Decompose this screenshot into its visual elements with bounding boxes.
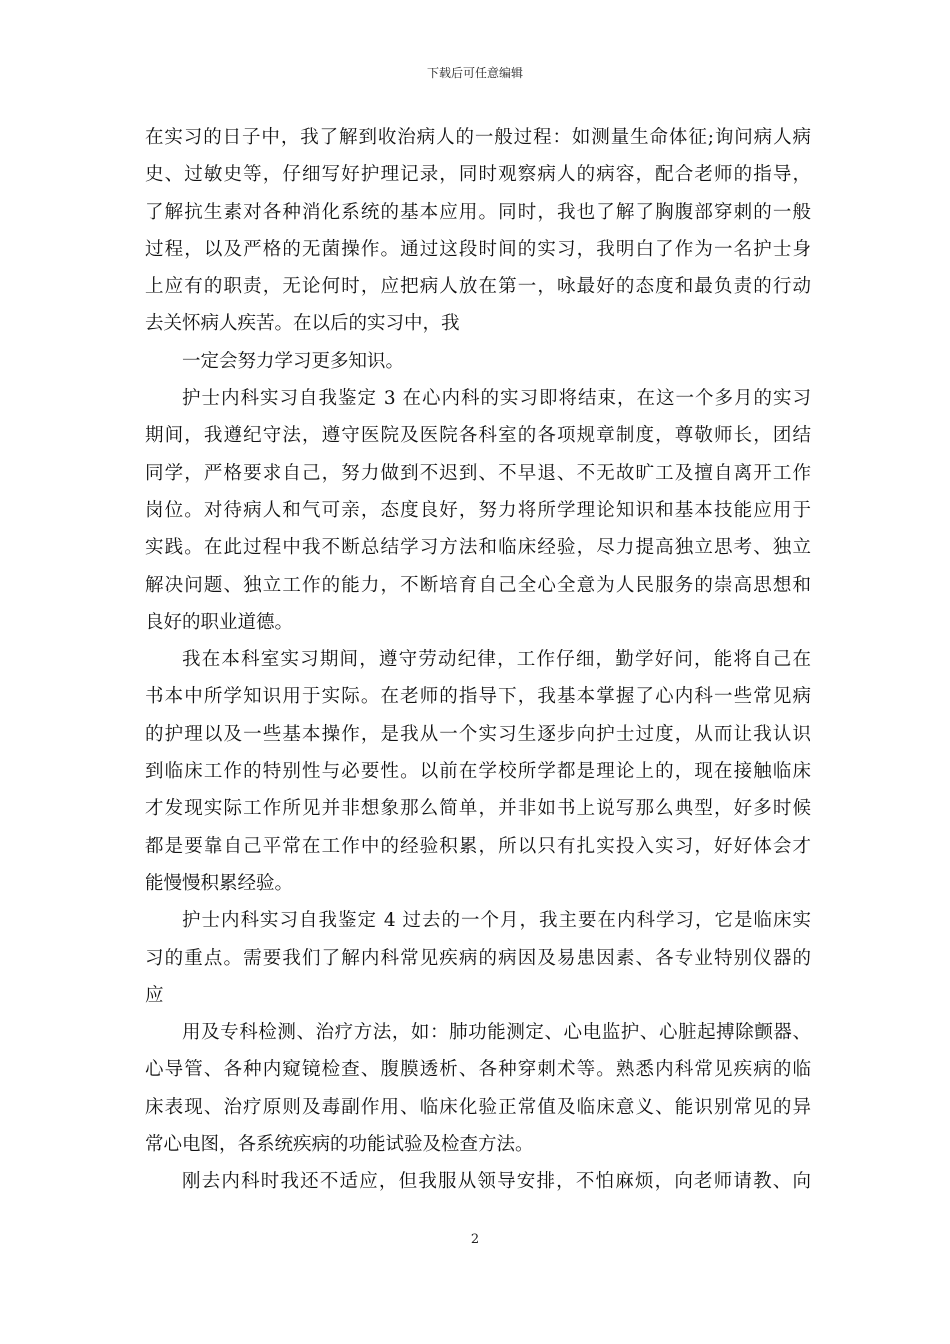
text-line: 去关怀病人疾苦。在以后的实习中，我	[145, 313, 460, 335]
text-line: 实践。在此过程中我不断总结学习方法和临床经验，尽力提高独立思考、独立	[145, 537, 811, 559]
page-number: 2	[470, 1232, 480, 1247]
text-line: 同学，严格要求自己，努力做到不迟到、不早退、不无故旷工及擅自离开工作	[145, 462, 811, 484]
text-line: 护士内科实习自我鉴定 3 在心内科的实习即将结束，在这一个多月的实习	[182, 388, 811, 410]
text-line: 常心电图，各系统疾病的功能试验及检查方法。	[145, 1134, 534, 1156]
text-line: 解决问题、独立工作的能力，不断培育自己全心全意为人民服务的崇高思想和	[145, 574, 811, 596]
text-line: 上应有的职责，无论何时，应把病人放在第一，咏最好的态度和最负责的行动	[145, 276, 811, 298]
text-line: 床表现、治疗原则及毒副作用、临床化验正常值及临床意义、能识别常见的异	[145, 1096, 811, 1118]
text-line: 应	[145, 984, 164, 1006]
text-line: 能慢慢积累经验。	[145, 872, 294, 894]
document-body	[145, 119, 811, 1201]
text-line: 了解抗生素对各种消化系统的基本应用。同时，我也了解了胸腹部穿刺的一般	[145, 201, 811, 223]
text-line: 岗位。对待病人和气可亲，态度良好，努力将所学理论知识和基本技能应用于	[145, 499, 811, 521]
text-line: 我在本科室实习期间，遵守劳动纪律，工作仔细，勤学好问，能将自己在	[182, 649, 811, 671]
text-line: 到临床工作的特别性与必要性。以前在学校所学都是理论上的，现在接触临床	[145, 761, 811, 783]
page-header: 下载后可任意编辑	[426, 66, 523, 80]
text-line: 书本中所学知识用于实际。在老师的指导下，我基本掌握了心内科一些常见病	[145, 686, 811, 708]
text-line: 过程，以及严格的无菌操作。通过这段时间的实习，我明白了作为一名护士身	[145, 238, 811, 260]
text-line: 护士内科实习自我鉴定 4 过去的一个月，我主要在内科学习，它是临床实	[182, 910, 811, 932]
text-line: 心导管、各种内窥镜检查、腹膜透析、各种穿刺术等。熟悉内科常见疾病的临	[145, 1059, 811, 1081]
text-line: 习的重点。需要我们了解内科常见疾病的病因及易患因素、各专业特别仪器的	[145, 947, 811, 969]
text-line: 刚去内科时我还不适应，但我服从领导安排，不怕麻烦，向老师请教、向	[182, 1171, 811, 1193]
text-line: 史、过敏史等，仔细写好护理记录，同时观察病人的病容，配合老师的指导，	[145, 164, 811, 186]
text-line: 的护理以及一些基本操作，是我从一个实习生逐步向护士过度，从而让我认识	[145, 723, 811, 745]
text-line: 用及专科检测、治疗方法，如：肺功能测定、心电监护、心脏起搏除颤器、	[182, 1022, 811, 1044]
text-line: 在实习的日子中，我了解到收治病人的一般过程：如测量生命体征;询问病人病	[145, 127, 811, 148]
text-line: 一定会努力学习更多知识。	[182, 350, 405, 372]
text-line: 良好的职业道德。	[145, 611, 294, 633]
text-line: 才发现实际工作所见并非想象那么简单，并非如书上说写那么典型，好多时候	[145, 798, 811, 820]
text-line: 都是要靠自己平常在工作中的经验积累，所以只有扎实投入实习，好好体会才	[145, 835, 811, 857]
text-line: 期间，我遵纪守法，遵守医院及医院各科室的各项规章制度，尊敬师长，团结	[145, 425, 811, 447]
